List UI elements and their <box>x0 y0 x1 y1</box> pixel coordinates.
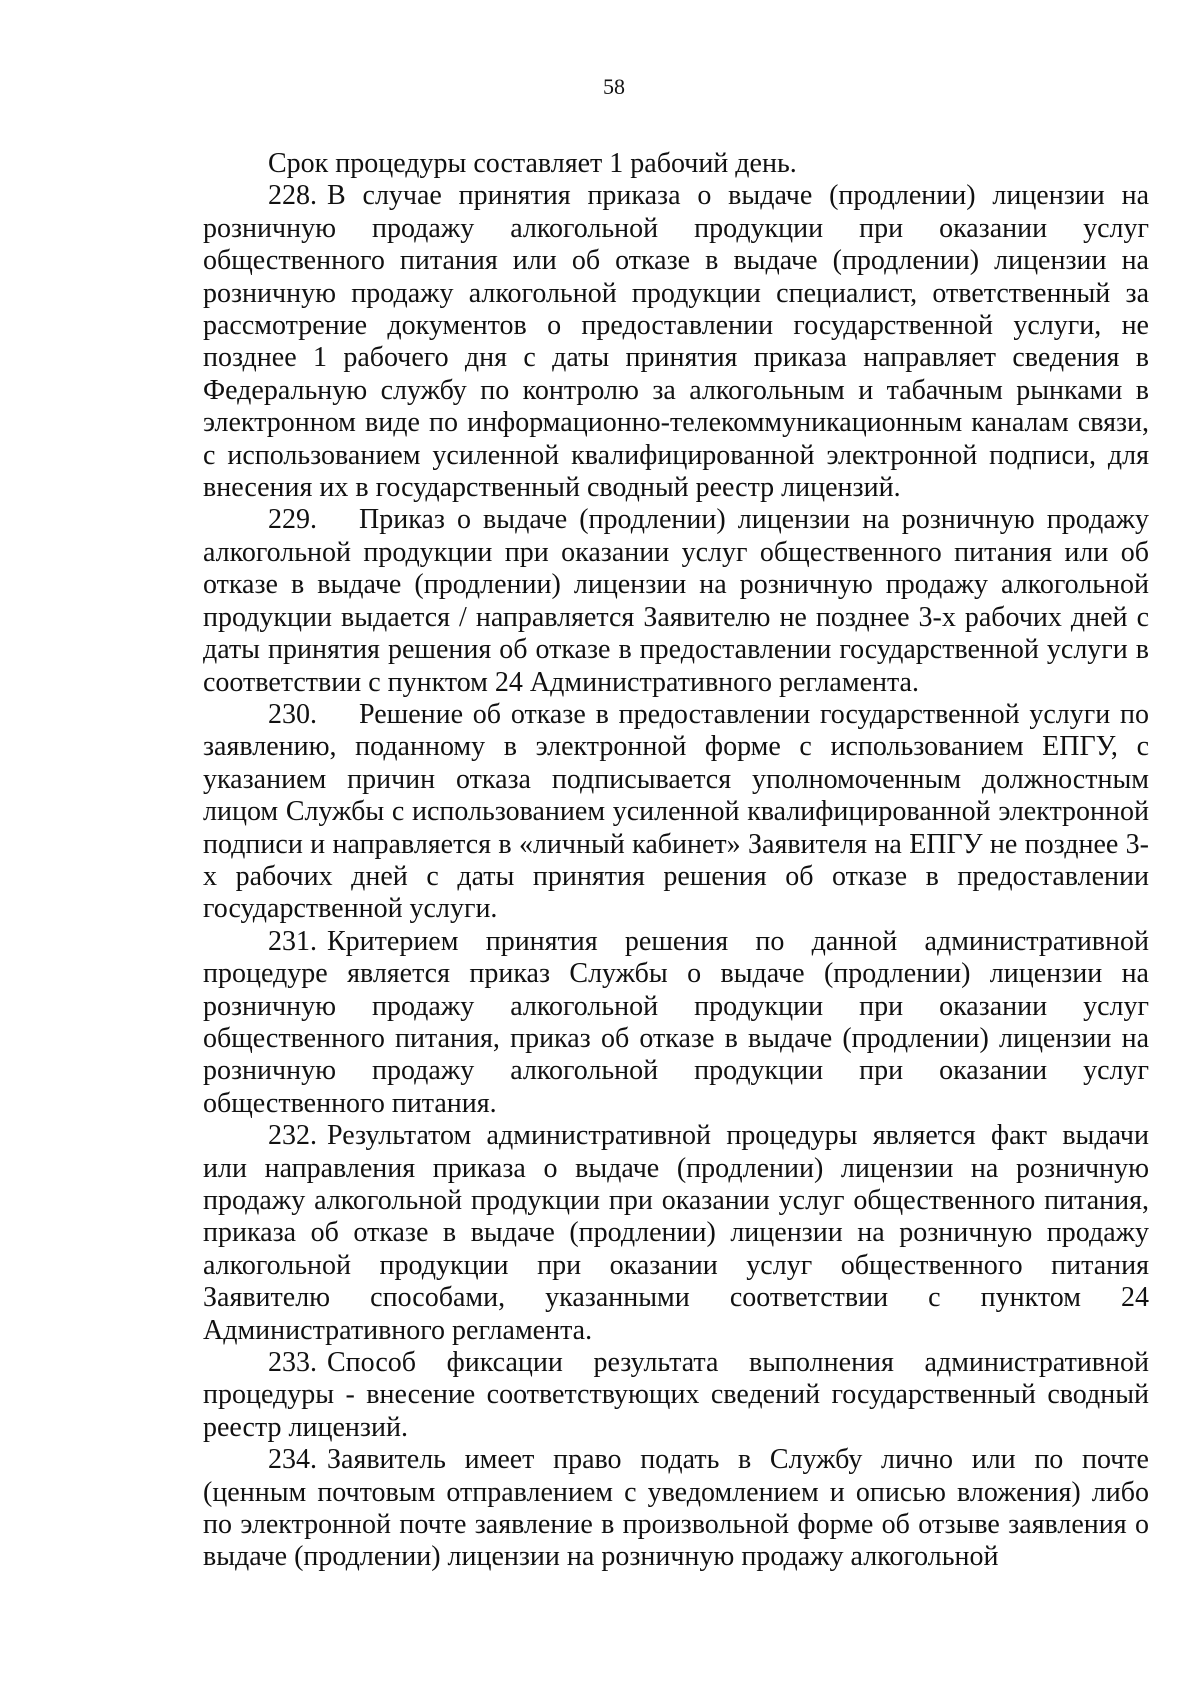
paragraph-228 <box>203 180 1149 504</box>
paragraph-229 <box>203 504 1149 698</box>
paragraph-number: 231. <box>268 925 317 957</box>
paragraph-text: Срок процедуры составляет 1 рабочий день. <box>268 148 797 179</box>
paragraph-234 <box>203 1444 1149 1574</box>
paragraph-230 <box>203 699 1149 926</box>
paragraph-text: Заявитель имеет право подать в Службу лично или по почте (ценным почтовым отправлением с уведомлением и описью вложения) либо по электронной почте заявление в произвольной форме об отзыве заявления о выдаче (продлении) лицензии на розничную продажу алкогольной <box>203 1444 1149 1573</box>
paragraph-number: 229. <box>268 504 317 536</box>
paragraph-231 <box>203 926 1149 1120</box>
paragraph-text: Решение об отказе в предоставлении государственной услуги по заявлению, поданному в электронной форме с использованием ЕПГУ, с указанием причин отказа подписывается уполномоченным должностным лицом Службы с использованием усиленной квалифицированной электронной подписи и направляется в «личный кабинет» Заявителя на ЕПГУ не позднее 3-х рабочих дней с даты принятия решения об отказе в предоставлении государственной услуги. <box>203 698 1149 925</box>
paragraph-number: 228. <box>268 180 317 212</box>
paragraph-number: 234. <box>268 1444 317 1476</box>
paragraph-text: В случае принятия приказа о выдаче (продлении) лицензии на розничную продажу алкогольной продукции при оказании услуг общественного питания или об отказе в выдаче (продлении) лицензии на розничную продажу алкогольной продукции специалист, ответственный за рассмотрение документов о предоставлении государственной услуги, не позднее 1 рабочего дня с даты принятия приказа направляет сведения в Федеральную службу по контролю за алкогольным и табачным рынками в электронном виде по информационно-телекоммуникационным каналам связи, с использованием усиленной квалифицированной электронной подписи, для внесения их в государственный сводный реестр лицензий. <box>203 180 1149 504</box>
paragraph-text: Приказ о выдаче (продлении) лицензии на розничную продажу алкогольной продукции при оказании услуг общественного питания или об отказе в выдаче (продлении) лицензии на розничную продажу алкогольной продукции выдается / направляется Заявителю не позднее 3-х рабочих дней с даты принятия решения об отказе в предоставлении государственной услуги в соответствии с пунктом 24 Административного регламента. <box>203 504 1149 698</box>
paragraph-232 <box>203 1120 1149 1347</box>
page-number: 58 <box>603 74 625 99</box>
paragraph-number: 232. <box>268 1120 317 1152</box>
paragraph-text: Способ фиксации результата выполнения административной процедуры - внесение соответствующих сведений государственный сводный реестр лицензий. <box>203 1347 1149 1443</box>
paragraph-number: 230. <box>268 698 317 730</box>
paragraph-233 <box>203 1347 1149 1444</box>
paragraph-text: Критерием принятия решения по данной административной процедуре является приказ Службы о выдаче (продлении) лицензии на розничную продажу алкогольной продукции при оказании услуг общественного питания, приказ об отказе в выдаче (продлении) лицензии на розничную продажу алкогольной продукции при оказании услуг общественного питания. <box>203 925 1149 1119</box>
paragraph-term <box>203 148 1149 180</box>
paragraph-number: 233. <box>268 1347 317 1379</box>
paragraph-text: Результатом административной процедуры является факт выдачи или направления приказа о выдаче (продлении) лицензии на розничную продажу алкогольной продукции при оказании услуг общественного питания, приказа об отказе в выдаче (продлении) лицензии на розничную продажу алкогольной продукции при оказании услуг общественного питания Заявителю способами, указанными соответствии с пунктом 24 Административного регламента. <box>203 1120 1149 1346</box>
document-body <box>203 148 1149 1574</box>
